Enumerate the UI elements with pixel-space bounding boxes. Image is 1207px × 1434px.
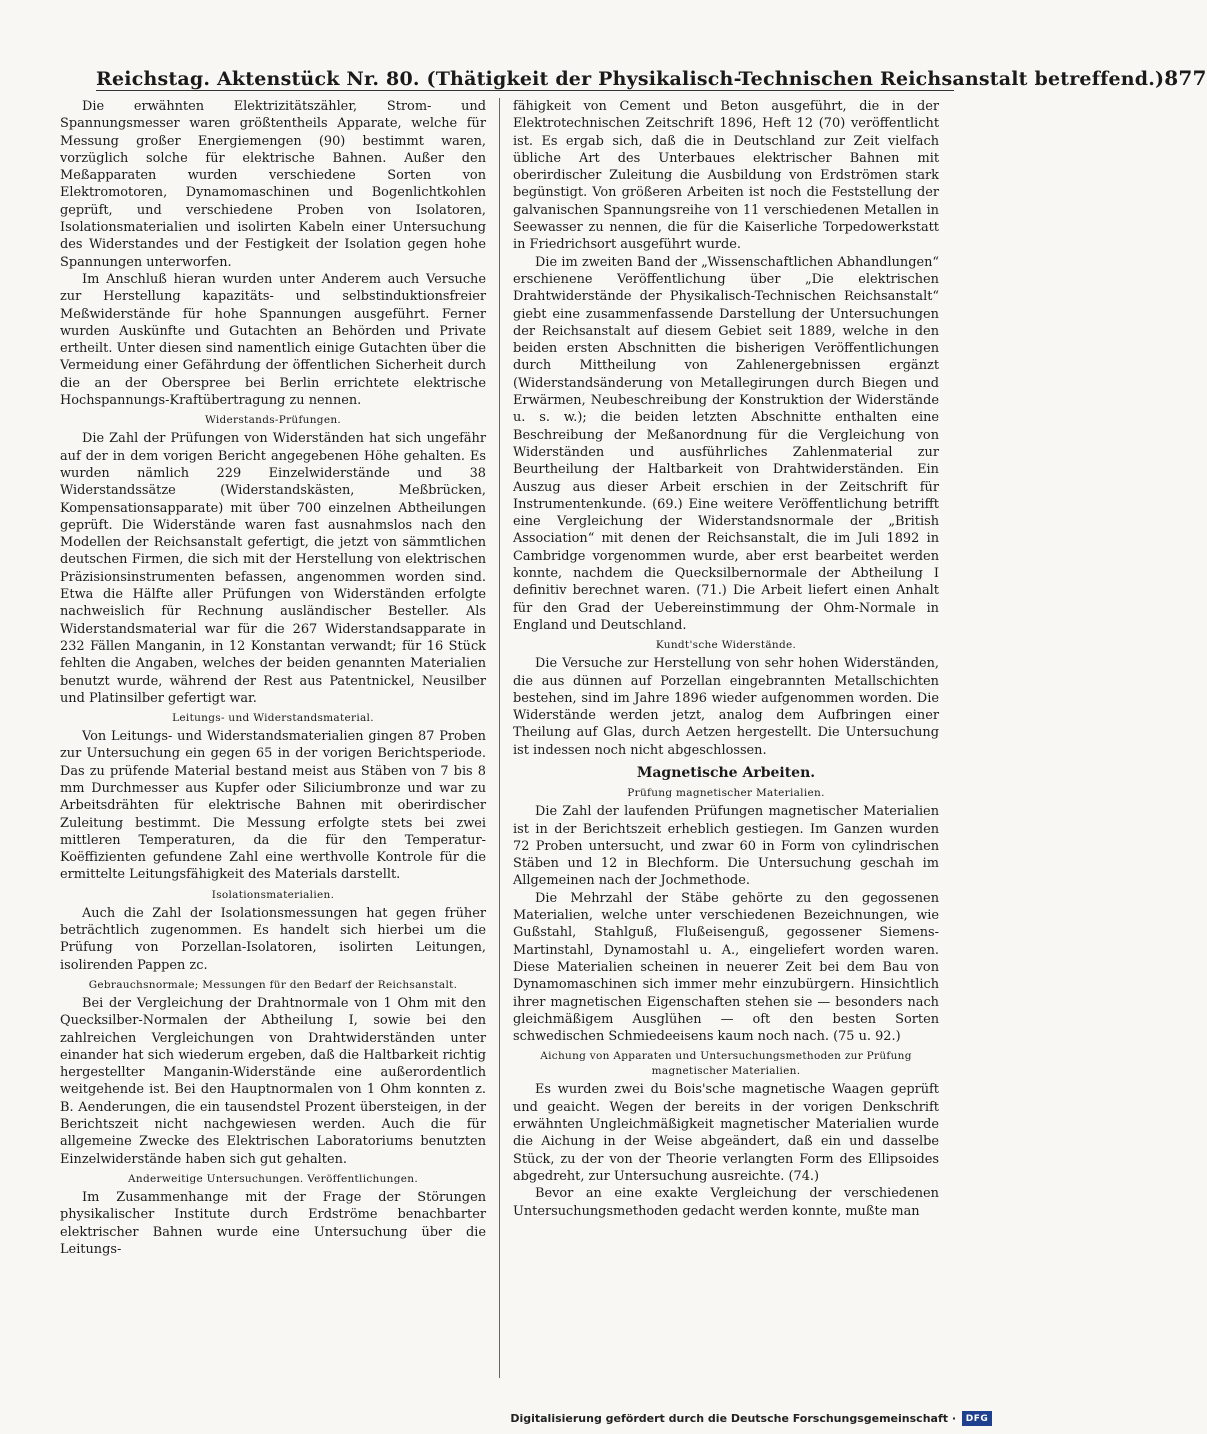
paragraph: Die erwähnten Elektrizitätszähler, Strom- und Spannungsmesser waren größtentheils Apparate, welche für Messung großer Energiemengen (90) bestimmt waren, vorzüglich solche für elektrische Bahnen. Außer den Meßapparaten wurden verschiedene Sorten von Elektromotoren, Dynamomaschinen und Bogenlichtkohlen geprüft, und verschiedene Proben von Isolatoren, Isolationsmaterialien und isolirten Kabeln einer Untersuchung des Widerstandes und der Festigkeit der Isolation gegen hohe Spannungen unterworfen. — [60, 99, 486, 270]
subheading: Widerstands-Prüfungen. — [204, 414, 342, 427]
subheading: Kundt'sche Widerstände. — [655, 639, 797, 652]
paragraph: Bei der Vergleichung der Drahtnormale von 1 Ohm mit den Quecksilber-Normalen der Abtheilung I, sowie bei den zahlreichen Vergleichungen von Drahtwiderständen unter einander hat sich wiederum ergeben, daß die Haltbarkeit richtig hergestellter Manganin-Widerstände eine außerordentlich weitgehende ist. Bei den Hauptnormalen von 1 Ohm konnten z. B. Aenderungen, die ein tausendstel Prozent übersteigen, in der Berichtszeit nicht nachgewiesen werden. Auch die für allgemeine Zwecke des Elektrischen Laboratoriums benutzten Einzelwiderstände haben sich gut gehalten. — [60, 995, 486, 1167]
dfg-logo: DFG — [962, 1411, 992, 1426]
subheading: Isolationsmaterialien. — [211, 888, 335, 901]
paragraph: Die Versuche zur Herstellung von sehr hohen Widerständen, die aus dünnen auf Porzellan eingebrannten Metallschichten bestehen, sind im Jahre 1896 wieder aufgenommen worden. Die Widerstände werden jetzt, analog dem Aufbringen einer Theilung auf Glas, durch Aetzen hergestellt. Die Untersuchung ist indessen noch nicht abgeschlossen. — [513, 656, 939, 758]
paragraph: Die Zahl der Prüfungen von Widerständen hat sich ungefähr auf der in dem vorigen Bericht angegebenen Höhe gehalten. Es wurden nämlich 229 Einzelwiderstände und 38 Widerstandssätze (Widerstandskästen, Meßbrücken, Kompensationsapparate) mit über 700 einzelnen Abtheilungen geprüft. Die Widerstände waren fast ausnahmslos nach den Modellen der Reichsanstalt gefertigt, die jetzt von sämmtlichen deutschen Firmen, die sich mit der Herstellung von elektrischen Präzisionsinstrumenten befassen, angenommen worden sind. Etwa die Hälfte aller Prüfungen von Widerständen erfolgte nachweislich für Rechnung ausländischer Besteller. Als Widerstandsmaterial war für die 267 Widerstandsapparate in 232 Fällen Manganin, in 12 Konstantan verwandt; für 16 Stück fehlten die Angaben, welches der beiden genannten Materialien benutzt wurde, während der Rest aus Patentnickel, Neusilber und Platinsilber gefertigt war. — [60, 431, 486, 706]
paragraph: fähigkeit von Cement und Beton ausgeführt, die in der Elektrotechnischen Zeitschrift 1896, Heft 12 (70) veröffentlicht ist. Es ergab sich, daß die in Deutschland zur Zeit vielfach übliche Art des Unterbaues elektrischer Bahnen mit oberirdischer Zuleitung die Ausbildung von Erdströmen stark begünstigt. Von größeren Arbeiten ist noch die Feststellung der galvanischen Spannungsreihe von 11 verschiedenen Metallen in Seewasser zu nennen, die für die Kaiserliche Torpedowerkstatt in Friedrichsort ausgeführt wurde. — [513, 99, 939, 253]
paragraph: Die Mehrzahl der Stäbe gehörte zu den gegossenen Materialien, welche unter verschiedenen Bezeichnungen, wie Gußstahl, Stahlguß, Flußeisenguß, gegossener Siemens-Martinstahl, Dynamostahl u. A., eingeliefert worden waren. Diese Materialien scheinen in neuerer Zeit bei dem Bau von Dynamomaschinen sich immer mehr einzubürgern. Hinsichtlich ihrer magnetischen Eigenschaften stehen sie — besonders nach gleichmäßigem Ausglühen — oft den besten Sorten schwedischen Schmiedeeisens kaum noch nach. (75 u. 92.) — [513, 890, 939, 1045]
running-title: Reichstag. Aktenstück Nr. 80. (Thätigkeit der Physikalisch-Technischen Reichsanstalt betreffend.) — [96, 68, 1165, 90]
page-header — [96, 56, 1207, 91]
paragraph: Auch die Zahl der Isolationsmessungen hat gegen früher beträchtlich zugenommen. Es handelt sich hierbei um die Prüfung von Porzellan-Isolatoren, isolirten Leitungen, isolirenden Pappen zc. — [60, 905, 486, 973]
paragraph: Von Leitungs- und Widerstandsmaterialien gingen 87 Proben zur Untersuchung ein gegen 65 in der vorigen Berichtsperiode. Das zu prüfende Material bestand meist aus Stäben von 7 bis 8 mm Durchmesser aus Kupfer oder Siliciumbronze und war zu Arbeitsdrähten für elektrische Bahnen mit oberirdischer Zuleitung bestimmt. Die Messung erfolgte stets bei zwei mittleren Temperaturen, da die für den Temperatur-Koëffizienten gefundene Zahl eine werthvolle Kontrole für die ermittelte Leitungsfähigkeit des Materials darstellt. — [60, 729, 486, 883]
left-column — [60, 98, 486, 1398]
subheading: Leitungs- und Widerstandsmaterial. — [172, 712, 374, 725]
subheading: Aichung von Apparaten und Untersuchungsmethoden zur Prüfung magnetischer Materialien. — [540, 1050, 912, 1078]
paragraph: Bevor an eine exakte Vergleichung der verschiedenen Untersuchungsmethoden gedacht werden konnte, mußte man — [513, 1186, 939, 1219]
paragraph: Die Zahl der laufenden Prüfungen magnetischer Materialien ist in der Berichtszeit erheblich gestiegen. Im Ganzen wurden 72 Proben untersucht, und zwar 60 in Form von cylindrischen Stäben und 12 in Blechform. Die Untersuchung geschah im Allgemeinen nach der Jochmethode. — [513, 804, 939, 889]
digitization-footer — [510, 1411, 992, 1426]
page-number: 877 — [1164, 66, 1207, 90]
right-column — [513, 98, 939, 1398]
subheading: Anderweitige Untersuchungen. Veröffentlichungen. — [128, 1172, 418, 1185]
subheading: Prüfung magnetischer Materialien. — [627, 787, 825, 800]
paragraph: Es wurden zwei du Bois'sche magnetische Waagen geprüft und geaicht. Wegen der bereits in der vorigen Denkschrift erwähnten Ungleichmäßigkeit magnetischer Materialien wurde die Aichung in der Weise abgeändert, daß ein und dasselbe Stück, zu der von der Theorie verlangten Form des Ellipsoides abgedreht, zur Untersuchung ausreichte. (74.) — [513, 1082, 939, 1184]
column-divider — [499, 98, 500, 1378]
section-heading: Magnetische Arbeiten. — [636, 764, 816, 781]
paragraph: Die im zweiten Band der „Wissenschaftlichen Abhandlungen“ erschienene Veröffentlichung über „Die elektrischen Drahtwiderstände der Physikalisch-Technischen Reichsanstalt“ giebt eine zusammenfassende Darstellung der Untersuchungen der Reichsanstalt auf diesem Gebiet seit 1889, welche in den beiden ersten Abschnitten die bisherigen Veröffentlichungen durch Mittheilung von Zahlenergebnissen ergänzt (Widerstandsänderung von Metallegirungen durch Biegen und Erwärmen, Neubeschreibung der Konstruktion der Widerstände u. s. w.); die beiden letzten Abschnitte enthalten eine Beschreibung der Meßanordnung für die Vergleichung von Widerständen und ausführliches Zahlenmaterial zur Beurtheilung der Haltbarkeit von Drahtwiderständen. Ein Auszug aus dieser Arbeit erschien in der Zeitschrift für Instrumentenkunde. (69.) Eine weitere Veröffentlichung betrifft eine Vergleichung der Widerstandsnormale der „British Association“ mit denen der Reichsanstalt, die im Juli 1892 in Cambridge vorgenommen wurde, aber erst bearbeitet werden konnte, nachdem die Quecksilbernormale der Abtheilung I definitiv berechnet waren. (71.) Die Arbeit liefert einen Anhalt für den Grad der Uebereinstimmung der Ohm-Normale in England und Deutschland. — [513, 254, 939, 633]
subheading: Gebrauchsnormale; Messungen für den Bedarf der Reichsanstalt. — [88, 978, 458, 991]
paragraph: Im Zusammenhange mit der Frage der Störungen physikalischer Institute durch Erdströme benachbarter elektrischer Bahnen wurde eine Untersuchung über die Leitungs- — [60, 1189, 486, 1257]
paragraph: Im Anschluß hieran wurden unter Anderem auch Versuche zur Herstellung kapazitäts- und selbstinduktionsfreier Meßwiderstände für hohe Spannungen ausgeführt. Ferner wurden Auskünfte und Gutachten an Behörden und Private ertheilt. Unter diesen sind namentlich einige Gutachten über die Vermeidung einer Gefährdung der öffentlichen Sicherheit durch die an der Oberspree bei Berlin errichtete elektrische Hochspannungs-Kraftübertragung zu nennen. — [60, 271, 486, 409]
footer-text: Digitalisierung gefördert durch die Deutsche Forschungsgemeinschaft · — [510, 1412, 956, 1425]
